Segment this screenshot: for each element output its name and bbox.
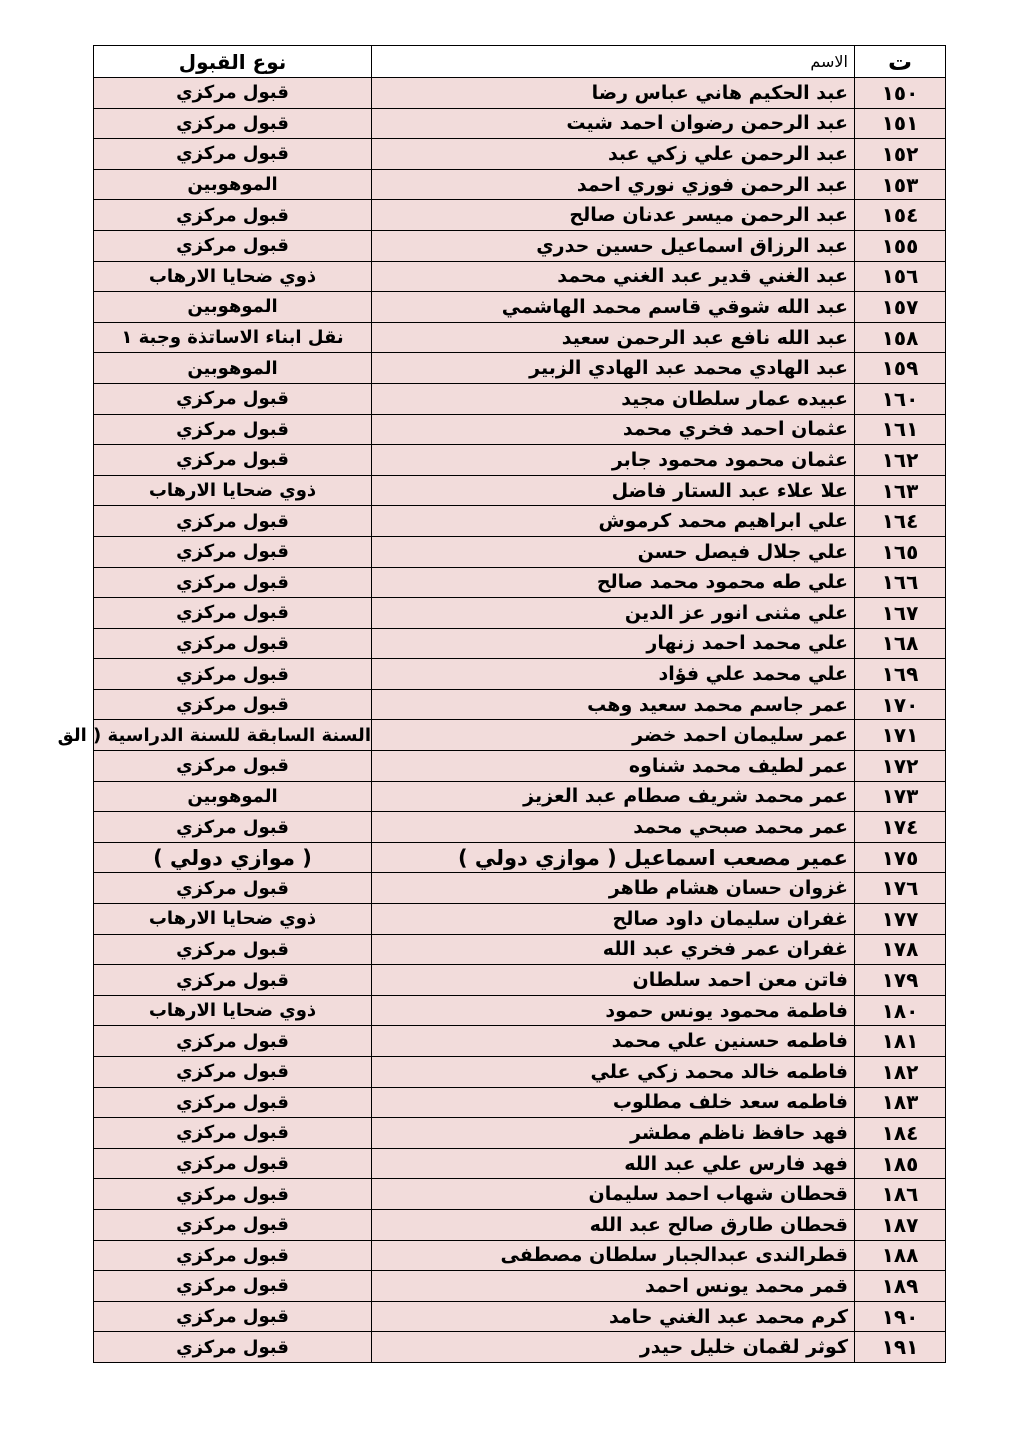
admission-type: قبول مركزي <box>94 934 372 965</box>
table-row <box>94 139 946 170</box>
student-name: فاتن معن احمد سلطان <box>372 965 855 996</box>
admission-type: قبول مركزي <box>94 628 372 659</box>
admission-type: قبول مركزي <box>94 1240 372 1271</box>
row-number: ١٦٧ <box>855 598 946 629</box>
admission-type: نقل ابناء الاساتذة وجبة ١ <box>94 322 372 353</box>
student-name: عبد الرحمن علي زكي عبد <box>372 139 855 170</box>
row-number: ١٧٨ <box>855 934 946 965</box>
admission-type: قبول مركزي <box>94 567 372 598</box>
admission-type: قبول مركزي <box>94 445 372 476</box>
admission-type <box>57 720 372 751</box>
row-number: ١٦٩ <box>855 659 946 690</box>
student-name: عمير مصعب اسماعيل ( موازي دولي ) <box>372 842 855 873</box>
row-number: ١٨٢ <box>855 1057 946 1088</box>
row-number: ١٧١ <box>855 720 946 751</box>
table-row <box>94 414 946 445</box>
student-name: عبد الهادي محمد عبد الهادي الزبير <box>372 353 855 384</box>
admission-type: قبول مركزي <box>94 1118 372 1149</box>
admission-type: قبول مركزي <box>94 1271 372 1302</box>
row-number: ١٥٢ <box>855 139 946 170</box>
admission-type: ( موازي دولي ) <box>94 842 372 873</box>
table-row <box>94 445 946 476</box>
table-row <box>94 1118 946 1149</box>
admission-type: قبول مركزي <box>94 1026 372 1057</box>
student-name: عبد الغني قدير عبد الغني محمد <box>372 261 855 292</box>
student-name: قحطان طارق صالح عبد الله <box>372 1209 855 1240</box>
row-number: ١٦١ <box>855 414 946 445</box>
student-name: علي ابراهيم محمد كرموش <box>372 506 855 537</box>
student-name: عبد الله نافع عبد الرحمن سعيد <box>372 322 855 353</box>
admission-type: ذوي ضحايا الارهاب <box>94 904 372 935</box>
student-name: عمر لطيف محمد شناوه <box>372 751 855 782</box>
table-row <box>94 78 946 109</box>
admission-type: الموهوبين <box>94 292 372 323</box>
row-number: ١٦٤ <box>855 506 946 537</box>
row-number: ١٦٣ <box>855 475 946 506</box>
admission-type: قبول مركزي <box>94 873 372 904</box>
table-row <box>94 1332 946 1363</box>
admission-type: الموهوبين <box>94 353 372 384</box>
table-row <box>94 1148 946 1179</box>
admission-type: قبول مركزي <box>94 1148 372 1179</box>
admission-type: قبول مركزي <box>94 689 372 720</box>
table-row <box>94 995 946 1026</box>
table-row <box>94 965 946 996</box>
table-row <box>94 689 946 720</box>
table-row <box>94 169 946 200</box>
student-name: عثمان احمد فخري محمد <box>372 414 855 445</box>
student-name: عمر سليمان احمد خضر <box>372 720 855 751</box>
student-name: علي جلال فيصل حسن <box>372 536 855 567</box>
admission-type: قبول مركزي <box>94 78 372 109</box>
table-row <box>94 904 946 935</box>
row-number: ١٥٦ <box>855 261 946 292</box>
admission-type: ذوي ضحايا الارهاب <box>94 995 372 1026</box>
row-number: ١٥٣ <box>855 169 946 200</box>
admission-type: قبول مركزي <box>94 1332 372 1363</box>
admission-type: ذوي ضحايا الارهاب <box>94 261 372 292</box>
student-name: فهد حافظ ناظم مطشر <box>372 1118 855 1149</box>
admission-type: قبول مركزي <box>94 506 372 537</box>
student-name: فاطمة محمود يونس حمود <box>372 995 855 1026</box>
admission-type: الموهوبين <box>94 781 372 812</box>
student-name: فهد فارس علي عبد الله <box>372 1148 855 1179</box>
admission-type: قبول مركزي <box>94 536 372 567</box>
admission-type: قبول مركزي <box>94 1301 372 1332</box>
admission-type: قبول مركزي <box>94 230 372 261</box>
admission-type: الموهوبين <box>94 169 372 200</box>
student-name: عبد الرحمن رضوان احمد شيت <box>372 108 855 139</box>
admission-type: قبول مركزي <box>94 1209 372 1240</box>
student-name: علي طه محمود محمد صالح <box>372 567 855 598</box>
table-row <box>94 200 946 231</box>
table-row <box>94 720 946 751</box>
student-name: فاطمه سعد خلف مطلوب <box>372 1087 855 1118</box>
header-row <box>94 46 946 78</box>
row-number: ١٩١ <box>855 1332 946 1363</box>
row-number: ١٥١ <box>855 108 946 139</box>
admission-type: قبول مركزي <box>94 1057 372 1088</box>
student-name: علا علاء عبد الستار فاضل <box>372 475 855 506</box>
header-number: ت <box>855 46 946 78</box>
admission-type-text: السنة السابقة للسنة الدراسية ( الق <box>57 724 371 746</box>
row-number: ١٨٤ <box>855 1118 946 1149</box>
table-row <box>94 475 946 506</box>
student-name: عبد الرزاق اسماعيل حسين حدري <box>372 230 855 261</box>
student-name: عبد الرحمن فوزي نوري احمد <box>372 169 855 200</box>
table-row <box>94 1301 946 1332</box>
admission-type: قبول مركزي <box>94 812 372 843</box>
row-number: ١٧٩ <box>855 965 946 996</box>
row-number: ١٥٥ <box>855 230 946 261</box>
table-row <box>94 1271 946 1302</box>
student-name: كرم محمد عبد الغني حامد <box>372 1301 855 1332</box>
table-row <box>94 536 946 567</box>
table-row <box>94 781 946 812</box>
row-number: ١٧٦ <box>855 873 946 904</box>
student-name: علي محمد علي فؤاد <box>372 659 855 690</box>
row-number: ١٧٤ <box>855 812 946 843</box>
student-name: عثمان محمود محمود جابر <box>372 445 855 476</box>
row-number: ١٦٢ <box>855 445 946 476</box>
table-row <box>94 628 946 659</box>
row-number: ١٥٨ <box>855 322 946 353</box>
table-row <box>94 1179 946 1210</box>
row-number: ١٥٠ <box>855 78 946 109</box>
row-number: ١٥٤ <box>855 200 946 231</box>
admission-type: قبول مركزي <box>94 659 372 690</box>
admission-type: قبول مركزي <box>94 139 372 170</box>
row-number: ١٨٥ <box>855 1148 946 1179</box>
table-row <box>94 292 946 323</box>
row-number: ١٧٧ <box>855 904 946 935</box>
student-name: عمر جاسم محمد سعيد وهب <box>372 689 855 720</box>
student-name: علي مثنى انور عز الدين <box>372 598 855 629</box>
table-row <box>94 322 946 353</box>
admission-type: قبول مركزي <box>94 751 372 782</box>
student-name: علي محمد احمد زنهار <box>372 628 855 659</box>
row-number: ١٨٦ <box>855 1179 946 1210</box>
table-row <box>94 1087 946 1118</box>
row-number: ١٧٥ <box>855 842 946 873</box>
table-row <box>94 934 946 965</box>
row-number: ١٩٠ <box>855 1301 946 1332</box>
table-row <box>94 567 946 598</box>
student-name: كوثر لقمان خليل حيدر <box>372 1332 855 1363</box>
admission-type: قبول مركزي <box>94 598 372 629</box>
student-name: غفران سليمان داود صالح <box>372 904 855 935</box>
student-name: قمر محمد يونس احمد <box>372 1271 855 1302</box>
student-name: عبد الحكيم هاني عباس رضا <box>372 78 855 109</box>
row-number: ١٨٨ <box>855 1240 946 1271</box>
table-row <box>94 230 946 261</box>
row-number: ١٦٥ <box>855 536 946 567</box>
student-name: فاطمه خالد محمد زكي علي <box>372 1057 855 1088</box>
table-row <box>94 506 946 537</box>
row-number: ١٥٧ <box>855 292 946 323</box>
admission-type: قبول مركزي <box>94 383 372 414</box>
row-number: ١٦٨ <box>855 628 946 659</box>
admission-type: ذوي ضحايا الارهاب <box>94 475 372 506</box>
student-name: عبد الرحمن ميسر عدنان صالح <box>372 200 855 231</box>
row-number: ١٧٢ <box>855 751 946 782</box>
row-number: ١٨٧ <box>855 1209 946 1240</box>
student-name: عبيده عمار سلطان مجيد <box>372 383 855 414</box>
row-number: ١٧٠ <box>855 689 946 720</box>
table-row <box>94 598 946 629</box>
student-name: عمر محمد شريف صطام عبد العزيز <box>372 781 855 812</box>
admission-type: قبول مركزي <box>94 1179 372 1210</box>
table-row <box>94 842 946 873</box>
admission-type: قبول مركزي <box>94 965 372 996</box>
row-number: ١٨٩ <box>855 1271 946 1302</box>
table-row <box>94 1057 946 1088</box>
table-row <box>94 353 946 384</box>
row-number: ١٥٩ <box>855 353 946 384</box>
row-number: ١٨٠ <box>855 995 946 1026</box>
row-number: ١٨٣ <box>855 1087 946 1118</box>
table-row <box>94 659 946 690</box>
table-row <box>94 1209 946 1240</box>
row-number: ١٨١ <box>855 1026 946 1057</box>
table-row <box>94 383 946 414</box>
student-name: عمر محمد صبحي محمد <box>372 812 855 843</box>
table-row <box>94 108 946 139</box>
admission-type: قبول مركزي <box>94 108 372 139</box>
admission-type: قبول مركزي <box>94 1087 372 1118</box>
table-row <box>94 751 946 782</box>
admission-type: قبول مركزي <box>94 414 372 445</box>
admissions-table <box>57 45 946 1363</box>
table-row <box>94 1240 946 1271</box>
row-number: ١٦٦ <box>855 567 946 598</box>
table-row <box>94 873 946 904</box>
table-row <box>94 261 946 292</box>
student-name: قطرالندى عبدالجبار سلطان مصطفى <box>372 1240 855 1271</box>
student-name: غزوان حسان هشام طاهر <box>372 873 855 904</box>
table-row <box>94 1026 946 1057</box>
student-name: غفران عمر فخري عبد الله <box>372 934 855 965</box>
student-name: قحطان شهاب احمد سليمان <box>372 1179 855 1210</box>
student-name: فاطمه حسنين علي محمد <box>372 1026 855 1057</box>
row-number: ١٦٠ <box>855 383 946 414</box>
admission-type: قبول مركزي <box>94 200 372 231</box>
header-admission-type: نوع القبول <box>94 46 372 78</box>
row-number: ١٧٣ <box>855 781 946 812</box>
student-name: عبد الله شوقي قاسم محمد الهاشمي <box>372 292 855 323</box>
header-name: الاسم <box>372 46 855 78</box>
table-row <box>94 812 946 843</box>
